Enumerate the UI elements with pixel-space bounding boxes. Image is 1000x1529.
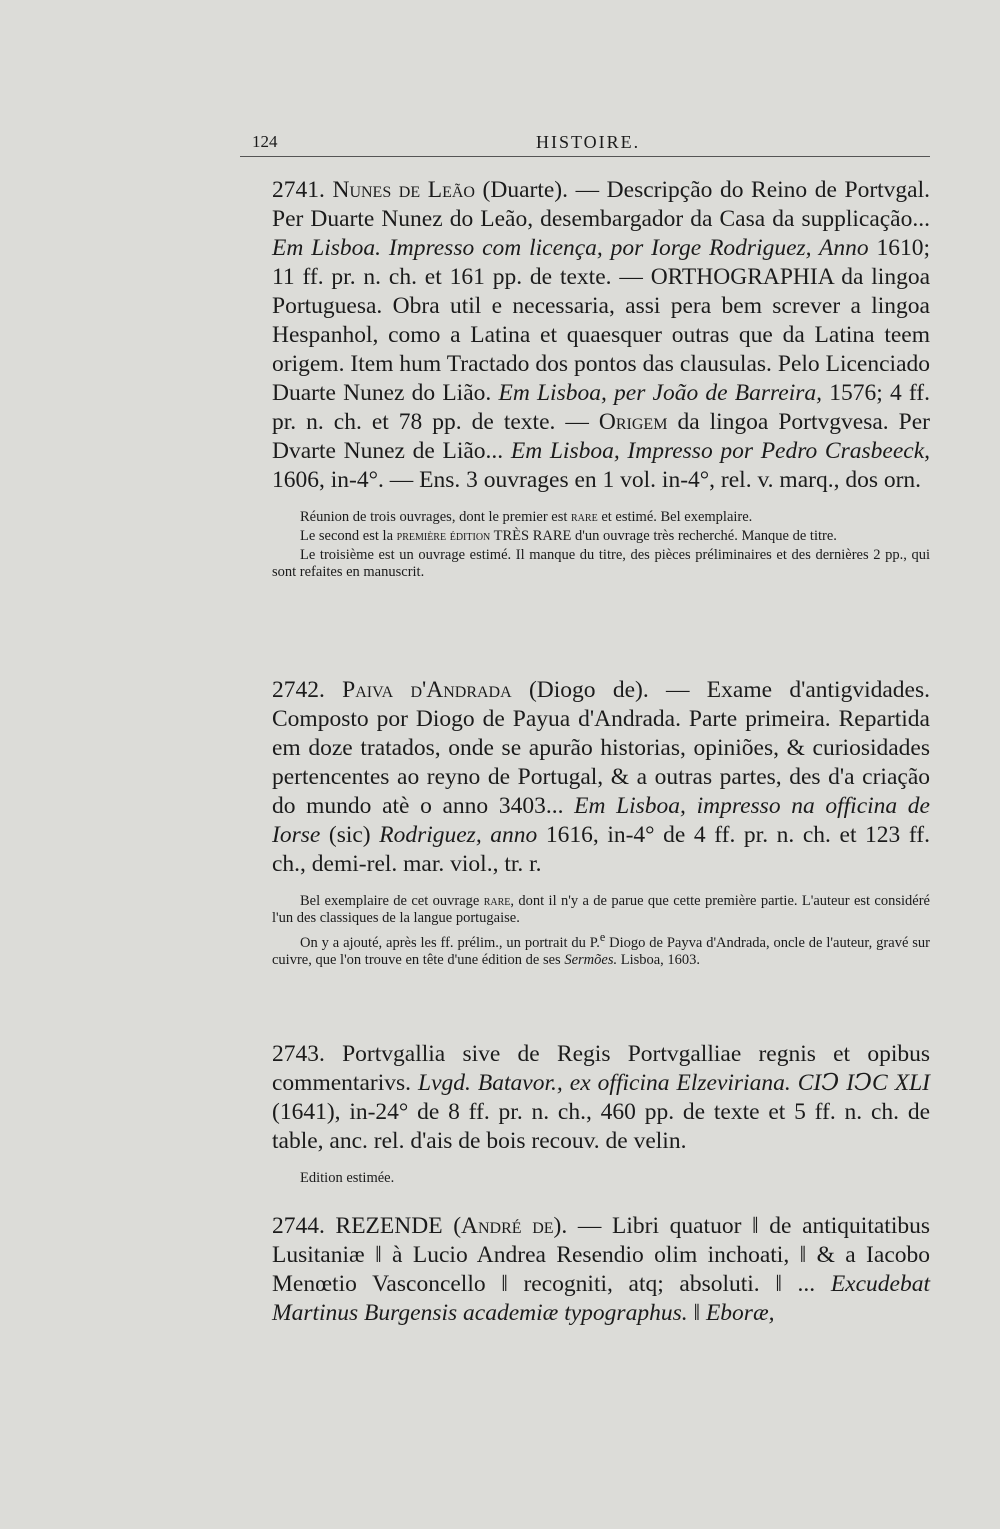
entry-text: — Exame d'antigvidades. Composto por Diogo de Payua d'Andrada. Parte primeira. Repartida em doze tratados, onde se apurão historias, opiniões, & curiosidades pertencentes ao reyno de Portugal, & a outras partes, des d'a criação do mundo atè o anno 3403... [272,677,930,819]
entry-title-sc: Origem [598,409,668,435]
entry-imprint: Em Lisboa, impresso na officina de Iorse [272,793,930,848]
entry-notes [272,509,930,581]
page-number: 124 [252,132,278,151]
entry-text: 1606, in-4°. — Ens. 3 ouvrages en 1 vol. in-4°, rel. v. marq., dos orn. [272,467,922,493]
entry-number: 2742. [272,677,325,703]
catalog-entry-2741 [272,176,930,581]
entry-imprint: Lvgd. Batavor., ex officina Elzeviriana. CIↃ IↃC XLI [418,1070,930,1096]
catalog-entry-2742 [272,676,930,969]
entry-author: Nunes de Leão [332,177,475,203]
entry-text: — Libri quatuor ‖ de antiquitatibus Lusitaniæ ‖ à Lucio Andrea Resendio olim inchoati, ‖ & a Iacobo Menœtio Vasconcello ‖ recogniti, atq; absoluti. ‖ ... [272,1213,931,1297]
note-italic: Sermões. [564,951,618,968]
entry-text: — Descripção do Reino de Portvgal. Per Duarte Nunez do Leão, desembargador da Casa da supplicação... [272,177,931,232]
entry-text: (sic) [320,822,380,848]
entry-note [272,929,930,969]
entry-body [272,1212,930,1328]
catalog-entry-2744 [272,1212,930,1328]
entry-body [272,676,930,879]
entry-imprint: Eboræ, [705,1300,775,1326]
entry-note [272,893,930,927]
note-text: , dont il n'y a de parue que cette première partie. L'auteur est considéré l'un des classiques de la langue portugaise. [272,893,930,926]
entry-notes [272,893,930,969]
entry-note: Le troisième est un ouvrage estimé. Il manque du titre, des pièces préliminaires et des dernières 2 pp., qui sont refaites en manuscrit. [272,547,930,580]
note-text: Diogo de Payva d'Andrada, oncle de l'auteur, gravé sur cuivre, que l'on trouve en tête d'une édition de ses [272,934,930,968]
catalog-entry-2743 [272,1040,930,1187]
entry-imprint: Rodriguez, anno [379,822,538,848]
entry-number: 2741. [272,177,325,203]
note-text: Réunion de trois ouvrages, dont le premier est [300,509,572,525]
entry-note [272,509,930,526]
entry-text: (1641), in-24° de 8 ff. pr. n. ch., 460 pp. de texte et 5 ff. n. ch. de table, anc. rel. d'ais de bois recouv. de velin. [272,1099,930,1154]
entry-author-rest: (Diogo de). [528,677,649,703]
entry-text: da lingoa Portvgvesa. Per Dvarte Nunez de Lião... [272,409,930,464]
note-sc: rare [571,509,598,525]
note-sc: première édition [396,528,491,544]
entry-text: ‖ [687,1300,706,1326]
entry-number: 2743. [272,1041,325,1067]
running-head: HISTOIRE. [536,132,641,152]
note-text: Bel exemplaire de cet ouvrage [300,893,484,909]
entry-author-rest: (Duarte). [482,177,569,203]
note-sc: rare [483,893,511,909]
entry-body [272,1040,930,1156]
page-header [240,130,930,157]
entry-imprint: Em Lisboa, Impresso por Pedro Crasbeeck, [510,438,930,464]
entry-text: 1576; 4 ff. pr. n. ch. et 78 pp. de texte. — [272,380,930,435]
entry-author-rest: (André de). [453,1213,568,1239]
note-sup: e [599,930,606,944]
note-text: et estimé. Bel exemplaire. [597,509,753,525]
entry-text: 1616, in-4° de 4 ff. pr. n. ch. et 123 ff. ch., demi-rel. mar. viol., tr. r. [272,822,930,877]
entry-body [272,176,930,495]
note-text: Le second est la [300,528,397,544]
entry-text: Portvgallia sive de Regis Portvgalliae regnis et opibus commentarivs. [272,1041,930,1096]
entry-note [272,528,930,545]
entry-author: Paiva d'Andrada [342,677,512,703]
note-text: On y a ajouté, après les ff. prélim., un portrait du P. [300,934,600,951]
note-text: Lisboa, 1603. [617,951,701,968]
entry-imprint: Excudebat Martinus Burgensis academiæ typographus. [272,1271,930,1326]
note-text: TRÈS RARE d'un ouvrage très recherché. Manque de titre. [490,528,837,544]
entry-author: REZENDE [335,1213,443,1239]
entry-imprint: Em Lisboa. Impresso com licença, por Iorge Rodriguez, Anno [272,235,869,261]
entry-notes [272,1170,930,1187]
entry-text: 1610; 11 ff. pr. n. ch. et 161 pp. de texte. — ORTHOGRAPHIA da lingoa Portuguesa. Obra util e necessaria, assi pera bem screver a lingoa Hespanhol, como a Latina et quaesquer outras que da Latina teem origem. Item hum Tractado dos pontos das clausulas. Pelo Licenciado Duarte Nunez do Lião. [272,235,931,406]
entry-number: 2744. [272,1213,325,1239]
entry-imprint: Em Lisboa, per João de Barreira, [498,380,823,406]
entry-note: Edition estimée. [300,1170,395,1186]
